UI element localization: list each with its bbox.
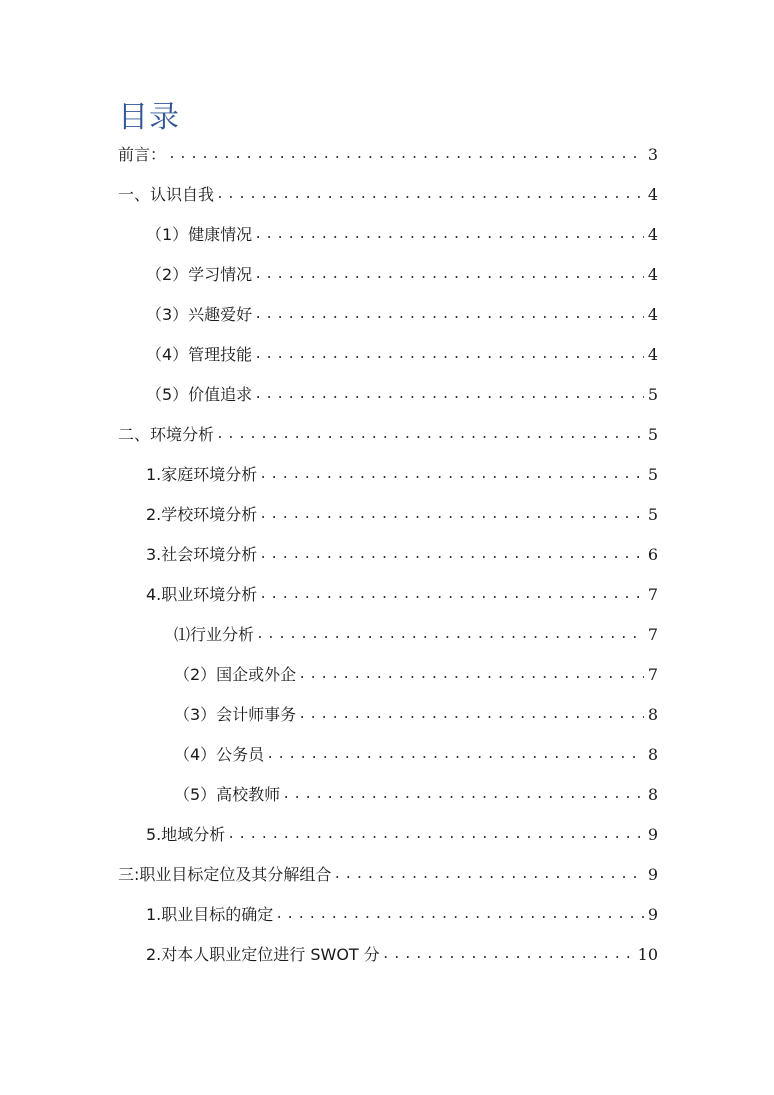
toc-entry[interactable] [174, 660, 658, 690]
toc-row[interactable] [0, 620, 774, 650]
toc-entry-label: 2.对本人职业定位进行 SWOT 分 [146, 945, 380, 964]
toc-row[interactable] [0, 660, 774, 690]
toc-row[interactable] [0, 300, 774, 330]
toc-entry-label: （3）兴趣爱好 [146, 305, 253, 324]
toc-entry-page: 7 [647, 665, 658, 684]
toc-row[interactable] [0, 900, 774, 930]
toc-entry-label: 5.地域分析 [146, 825, 226, 844]
toc-entry-label: 一、认识自我 [118, 185, 215, 204]
toc-entry-label: （4）管理技能 [146, 345, 253, 364]
toc-entry-label: 前言： [118, 145, 167, 164]
toc-entry-page: 9 [647, 905, 658, 924]
toc-entry[interactable] [146, 260, 658, 290]
toc-entry[interactable] [146, 300, 658, 330]
toc-entry-page: 9 [647, 825, 658, 844]
toc-row[interactable] [0, 500, 774, 530]
toc-row[interactable] [0, 340, 774, 370]
toc-entry-page: 7 [647, 625, 658, 644]
toc-entry-page: 10 [637, 945, 658, 964]
toc-row[interactable] [0, 700, 774, 730]
toc-row[interactable] [0, 820, 774, 850]
toc-entry-label: ⑴行业分析 [174, 625, 255, 644]
dot-leader [216, 420, 644, 450]
dot-leader [254, 380, 644, 410]
toc-row[interactable] [0, 740, 774, 770]
toc-row[interactable] [0, 860, 774, 890]
toc-entry[interactable] [118, 420, 658, 450]
toc-entry-label: （3）会计师事务 [174, 705, 297, 724]
toc-entry[interactable] [174, 700, 658, 730]
toc-entry-label: 4.职业环境分析 [146, 585, 258, 604]
dot-leader [227, 820, 644, 850]
toc-entry-label: 3.社会环境分析 [146, 545, 258, 564]
dot-leader [259, 540, 644, 570]
toc-entry[interactable] [118, 860, 658, 890]
toc-row[interactable] [0, 140, 774, 170]
dot-leader [333, 860, 643, 890]
dot-leader [266, 740, 644, 770]
toc-row[interactable] [0, 940, 774, 970]
toc-entry-label: （2）学习情况 [146, 265, 253, 284]
toc-entry-label: 1.职业目标的确定 [146, 905, 274, 924]
dot-leader [254, 300, 644, 330]
dot-leader [275, 900, 644, 930]
toc-row[interactable] [0, 220, 774, 250]
toc-entry-page: 4 [647, 265, 658, 284]
toc-entry-page: 8 [647, 705, 658, 724]
toc-entry-label: （2）国企或外企 [174, 665, 297, 684]
toc-entry-label: （5）价值追求 [146, 385, 253, 404]
toc-entry-page: 4 [647, 185, 658, 204]
toc-entry-page: 4 [647, 345, 658, 364]
toc-entry[interactable] [118, 140, 658, 170]
toc-entry[interactable] [146, 380, 658, 410]
toc-entry[interactable] [146, 220, 658, 250]
toc-entry-page: 5 [647, 465, 658, 484]
toc-title: 目录 [118, 100, 180, 135]
dot-leader [382, 940, 634, 970]
toc-entry[interactable] [146, 940, 658, 970]
toc-entry-label: （1）健康情况 [146, 225, 253, 244]
toc-entry-page: 5 [647, 425, 658, 444]
toc-row[interactable] [0, 420, 774, 450]
dot-leader [259, 500, 644, 530]
toc-entry-page: 4 [647, 305, 658, 324]
toc-entry[interactable] [174, 620, 658, 650]
dot-leader [259, 580, 644, 610]
toc-row[interactable] [0, 180, 774, 210]
toc-entry[interactable] [146, 460, 658, 490]
toc-row[interactable] [0, 780, 774, 810]
toc-entry[interactable] [174, 740, 658, 770]
dot-leader [254, 220, 644, 250]
toc-row[interactable] [0, 580, 774, 610]
toc-entry-page: 5 [647, 385, 658, 404]
toc-entry-label: 二、环境分析 [118, 425, 215, 444]
toc-entry[interactable] [146, 820, 658, 850]
toc-entry-label: 1.家庭环境分析 [146, 465, 258, 484]
toc-row[interactable] [0, 380, 774, 410]
toc-entry-page: 3 [647, 145, 658, 164]
dot-leader [298, 700, 644, 730]
dot-leader [282, 780, 644, 810]
toc-row[interactable] [0, 260, 774, 290]
toc-row[interactable] [0, 540, 774, 570]
toc-entry-page: 4 [647, 225, 658, 244]
toc-entry-page: 8 [647, 745, 658, 764]
toc-entry-page: 8 [647, 785, 658, 804]
toc-entry[interactable] [146, 500, 658, 530]
toc-entry[interactable] [118, 180, 658, 210]
toc-entry[interactable] [146, 900, 658, 930]
toc-entry-page: 7 [647, 585, 658, 604]
toc-entry-label: 三:职业目标定位及其分解组合 [118, 865, 332, 884]
toc-row[interactable] [0, 460, 774, 490]
toc-entry-label: （4）公务员 [174, 745, 265, 764]
toc-entry-page: 9 [647, 865, 658, 884]
toc-entry-label: （5）高校教师 [174, 785, 281, 804]
toc-entry[interactable] [146, 580, 658, 610]
dot-leader [216, 180, 644, 210]
toc-entry[interactable] [146, 340, 658, 370]
toc-entry[interactable] [174, 780, 658, 810]
dot-leader [256, 620, 644, 650]
toc-entry[interactable] [146, 540, 658, 570]
toc-entry-label: 2.学校环境分析 [146, 505, 258, 524]
dot-leader [259, 460, 644, 490]
dot-leader [254, 340, 644, 370]
dot-leader [254, 260, 644, 290]
dot-leader [168, 140, 644, 170]
toc-entry-page: 6 [647, 545, 658, 564]
dot-leader [298, 660, 644, 690]
toc-entry-page: 5 [647, 505, 658, 524]
